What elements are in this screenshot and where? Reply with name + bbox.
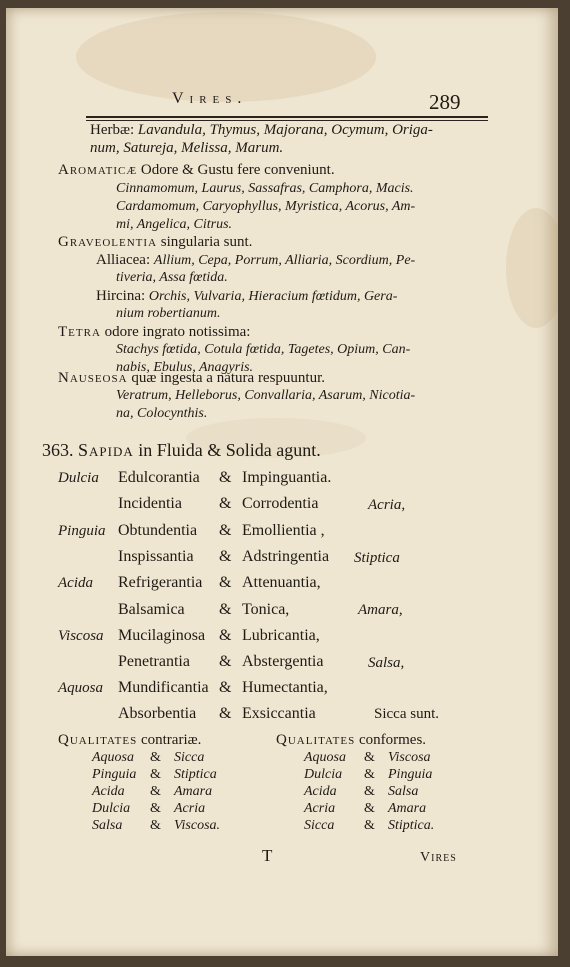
section-number: 363. (42, 440, 74, 460)
contrariae-heading (58, 732, 201, 749)
quality-label: Dulcia (58, 470, 99, 486)
paper-stain (506, 208, 558, 328)
aromaticae-items-2: Cardamomum, Caryophyllus, Myristica, Acorus, Am- (116, 199, 416, 214)
quality-right: Sicca sunt. (374, 706, 439, 722)
pair-a: Sicca (304, 818, 335, 833)
pair-a: Acida (92, 784, 125, 799)
quality-right: Amara, (358, 602, 403, 618)
effect-b: Humectantia, (242, 679, 328, 696)
effect-a: Mundificantia (118, 679, 209, 696)
tetra-text: odore ingrato notissima: (104, 324, 251, 340)
ampersand: & (219, 601, 232, 618)
pair-a: Pinguia (92, 767, 137, 782)
effect-a: Incidentia (118, 495, 182, 512)
ampersand: & (150, 801, 161, 816)
ampersand: & (219, 495, 232, 512)
section-363-heading (42, 440, 321, 461)
nauseosa-items-2: na, Colocynthis. (116, 406, 208, 421)
pair-a: Salsa (92, 818, 123, 833)
graveolentia-term: Graveolentia (58, 234, 158, 250)
graveolentia-heading (58, 234, 252, 251)
graveolentia-text: singularia sunt. (160, 234, 253, 250)
herbae-line-2: num, Satureja, Melissa, Marum. (90, 140, 284, 156)
ampersand: & (219, 653, 232, 670)
effect-a: Edulcorantia (118, 469, 200, 486)
pair-b: Stiptica. (388, 818, 435, 833)
hircina-label: Hircina: (96, 288, 146, 304)
pair-b: Pinguia (388, 767, 433, 782)
running-head: Vires. (172, 90, 248, 107)
sapida-term: Sapida (78, 440, 134, 460)
hircina-line-2: nium robertianum. (116, 306, 221, 321)
ampersand: & (219, 522, 232, 539)
effect-b: Tonica, (242, 601, 290, 618)
aromaticae-heading (58, 162, 335, 179)
alliacea-items: Allium, Cepa, Porrum, Alliaria, Scordium, Pe- (153, 253, 416, 268)
effect-b: Attenuantia, (242, 574, 321, 591)
quality-label: Pinguia (58, 523, 106, 539)
header-rule-thin (86, 120, 488, 121)
effect-b: Impinguantia. (242, 469, 332, 486)
ampersand: & (150, 784, 161, 799)
header-rule (86, 116, 488, 118)
pair-a: Acida (304, 784, 337, 799)
conformes-text: conformes. (358, 732, 427, 748)
ampersand: & (219, 679, 232, 696)
ampersand: & (364, 767, 375, 782)
effect-a: Mucilaginosa (118, 627, 206, 644)
pair-a: Dulcia (304, 767, 343, 782)
pair-b: Acria (174, 801, 206, 816)
contrariae-text: contrariæ. (140, 732, 202, 748)
qualitates-term: Qualitates (276, 732, 356, 748)
hircina-items: Orchis, Vulvaria, Hieracium fœtidum, Gera- (148, 289, 398, 304)
effect-b: Abstergentia (242, 653, 324, 670)
herbae-label: Herbæ: (90, 122, 135, 138)
effect-a: Absorbentia (118, 705, 197, 722)
effect-a: Balsamica (118, 601, 185, 618)
quality-right: Salsa, (368, 655, 405, 671)
alliacea-line-1 (96, 252, 415, 269)
alliacea-line-2: tiveria, Assa fœtida. (116, 270, 228, 285)
pair-a: Dulcia (92, 801, 131, 816)
nauseosa-items-1: Veratrum, Helleborus, Convallaria, Asarum, Nicotia- (116, 388, 416, 403)
herbae-line-1 (90, 122, 433, 139)
effect-a: Obtundentia (118, 522, 198, 539)
pair-b: Amara (388, 801, 427, 816)
alliacea-label: Alliacea: (96, 252, 151, 268)
catchword: Vires (420, 850, 457, 865)
quality-label: Aquosa (58, 680, 103, 696)
tetra-heading (58, 324, 250, 341)
ampersand: & (219, 574, 232, 591)
pair-b: Sicca (174, 750, 205, 765)
effect-b: Exsiccantia (242, 705, 316, 722)
hircina-line-1 (96, 288, 397, 305)
quality-label: Acida (58, 575, 93, 591)
pair-b: Viscosa (388, 750, 431, 765)
effect-b: Lubricantia, (242, 627, 320, 644)
aromaticae-items-3: mi, Angelica, Citrus. (116, 217, 233, 232)
tetra-items-2: nabis, Ebulus, Anagyris. (116, 360, 254, 375)
ampersand: & (150, 818, 161, 833)
quality-right: Stiptica (354, 550, 400, 566)
pair-a: Acria (304, 801, 336, 816)
paper-stain (76, 12, 376, 102)
pair-a: Aquosa (92, 750, 134, 765)
nauseosa-heading (58, 370, 325, 387)
ampersand: & (364, 818, 375, 833)
ampersand: & (219, 627, 232, 644)
quality-label: Viscosa (58, 628, 104, 644)
effect-b: Corrodentia (242, 495, 319, 512)
ampersand: & (150, 750, 161, 765)
pair-b: Viscosa. (174, 818, 221, 833)
ampersand: & (364, 801, 375, 816)
ampersand: & (219, 548, 232, 565)
pair-b: Amara (174, 784, 213, 799)
conformes-heading (276, 732, 426, 749)
qualitates-term: Qualitates (58, 732, 138, 748)
aromaticae-term: Aromaticæ (58, 162, 138, 178)
ampersand: & (219, 469, 232, 486)
tetra-term: Tetra (58, 324, 101, 340)
ampersand: & (364, 784, 375, 799)
signature-mark: T (262, 846, 273, 865)
ampersand: & (364, 750, 375, 765)
book-page (6, 8, 558, 956)
pair-b: Salsa (388, 784, 419, 799)
effect-a: Penetrantia (118, 653, 190, 670)
aromaticae-items-1: Cinnamomum, Laurus, Sassafras, Camphora, Macis. (116, 181, 414, 196)
tetra-items-1: Stachys fœtida, Cotula fœtida, Tagetes, Opium, Can- (116, 342, 411, 357)
ampersand: & (150, 767, 161, 782)
effect-b: Emollientia , (242, 522, 325, 539)
ampersand: & (219, 705, 232, 722)
nauseosa-term: Nauseosa (58, 370, 128, 386)
page-number: 289 (429, 90, 461, 114)
effect-b: Adstringentia (242, 548, 330, 565)
effect-a: Inspissantia (118, 548, 194, 565)
section-363-text: in Fluida & Solida agunt. (138, 440, 321, 460)
nauseosa-text: quæ ingesta a natura respuuntur. (131, 370, 326, 386)
herbae-items: Lavandula, Thymus, Majorana, Ocymum, Origa- (137, 122, 433, 138)
effect-a: Refrigerantia (118, 574, 203, 591)
pair-b: Stiptica (174, 767, 217, 782)
quality-right: Acria, (368, 497, 406, 513)
pair-a: Aquosa (304, 750, 346, 765)
aromaticae-text: Odore & Gustu fere conveniunt. (140, 162, 335, 178)
